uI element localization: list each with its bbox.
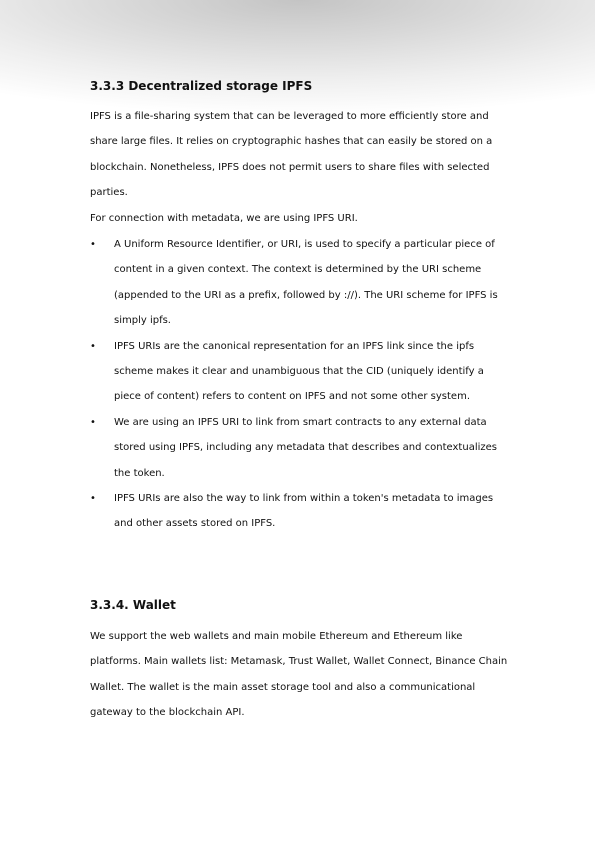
list-item-text: IPFS URIs are also the way to link from within a token's metadata to images and other assets stored on IPFS. (114, 493, 494, 530)
list-item (90, 334, 504, 410)
ipfs-intro-paragraph: IPFS is a file-sharing system that can be leveraged to more efficiently store and share large files. It relies on cryptographic hashes that can easily be stored on a blockchain. Nonetheless, IPFS does not permit users to share files with selected parties. (90, 111, 493, 199)
list-item-text: We are using an IPFS URI to link from smart contracts to any external data stored using IPFS, including any metadata that describes and contextualizes the token. (114, 416, 497, 479)
ipfs-connection-paragraph: For connection with metadata, we are using IPFS URI. (90, 213, 358, 224)
wallet-paragraph: We support the web wallets and main mobile Ethereum and Ethereum like platforms. Main wallets list: Metamask, Trust Wallet, Wallet Connect, Binance Chain Wallet. The wallet is the main asset storage tool and also a communicational gateway to the blockchain API. (90, 631, 508, 719)
list-item (90, 486, 504, 537)
bullet-mark: • (90, 239, 96, 250)
ipfs-bullet-list (90, 232, 510, 537)
list-item (90, 410, 504, 486)
bullet-mark: • (90, 493, 96, 505)
header-gradient (0, 0, 595, 120)
bullet-mark: • (90, 416, 96, 428)
list-item-text: IPFS URIs are the canonical representation for an IPFS link since the ipfs scheme makes it clear and unambiguous that the CID (uniquely identify a piece of content) refers to content on IPFS and not some other system. (114, 340, 484, 403)
bullet-mark: • (90, 340, 96, 352)
list-item (90, 232, 504, 334)
wallet-section-heading: 3.3.4. Wallet (90, 598, 176, 612)
list-item-text: A Uniform Resource Identifier, or URI, is used to specify a particular piece of content in a given context. The context is determined by the URI scheme (appended to the URI as a prefix, followed by ://). The URI scheme for IPFS is simply ipfs. (114, 239, 498, 327)
ipfs-section-heading: 3.3.3 Decentralized storage IPFS (90, 79, 313, 93)
